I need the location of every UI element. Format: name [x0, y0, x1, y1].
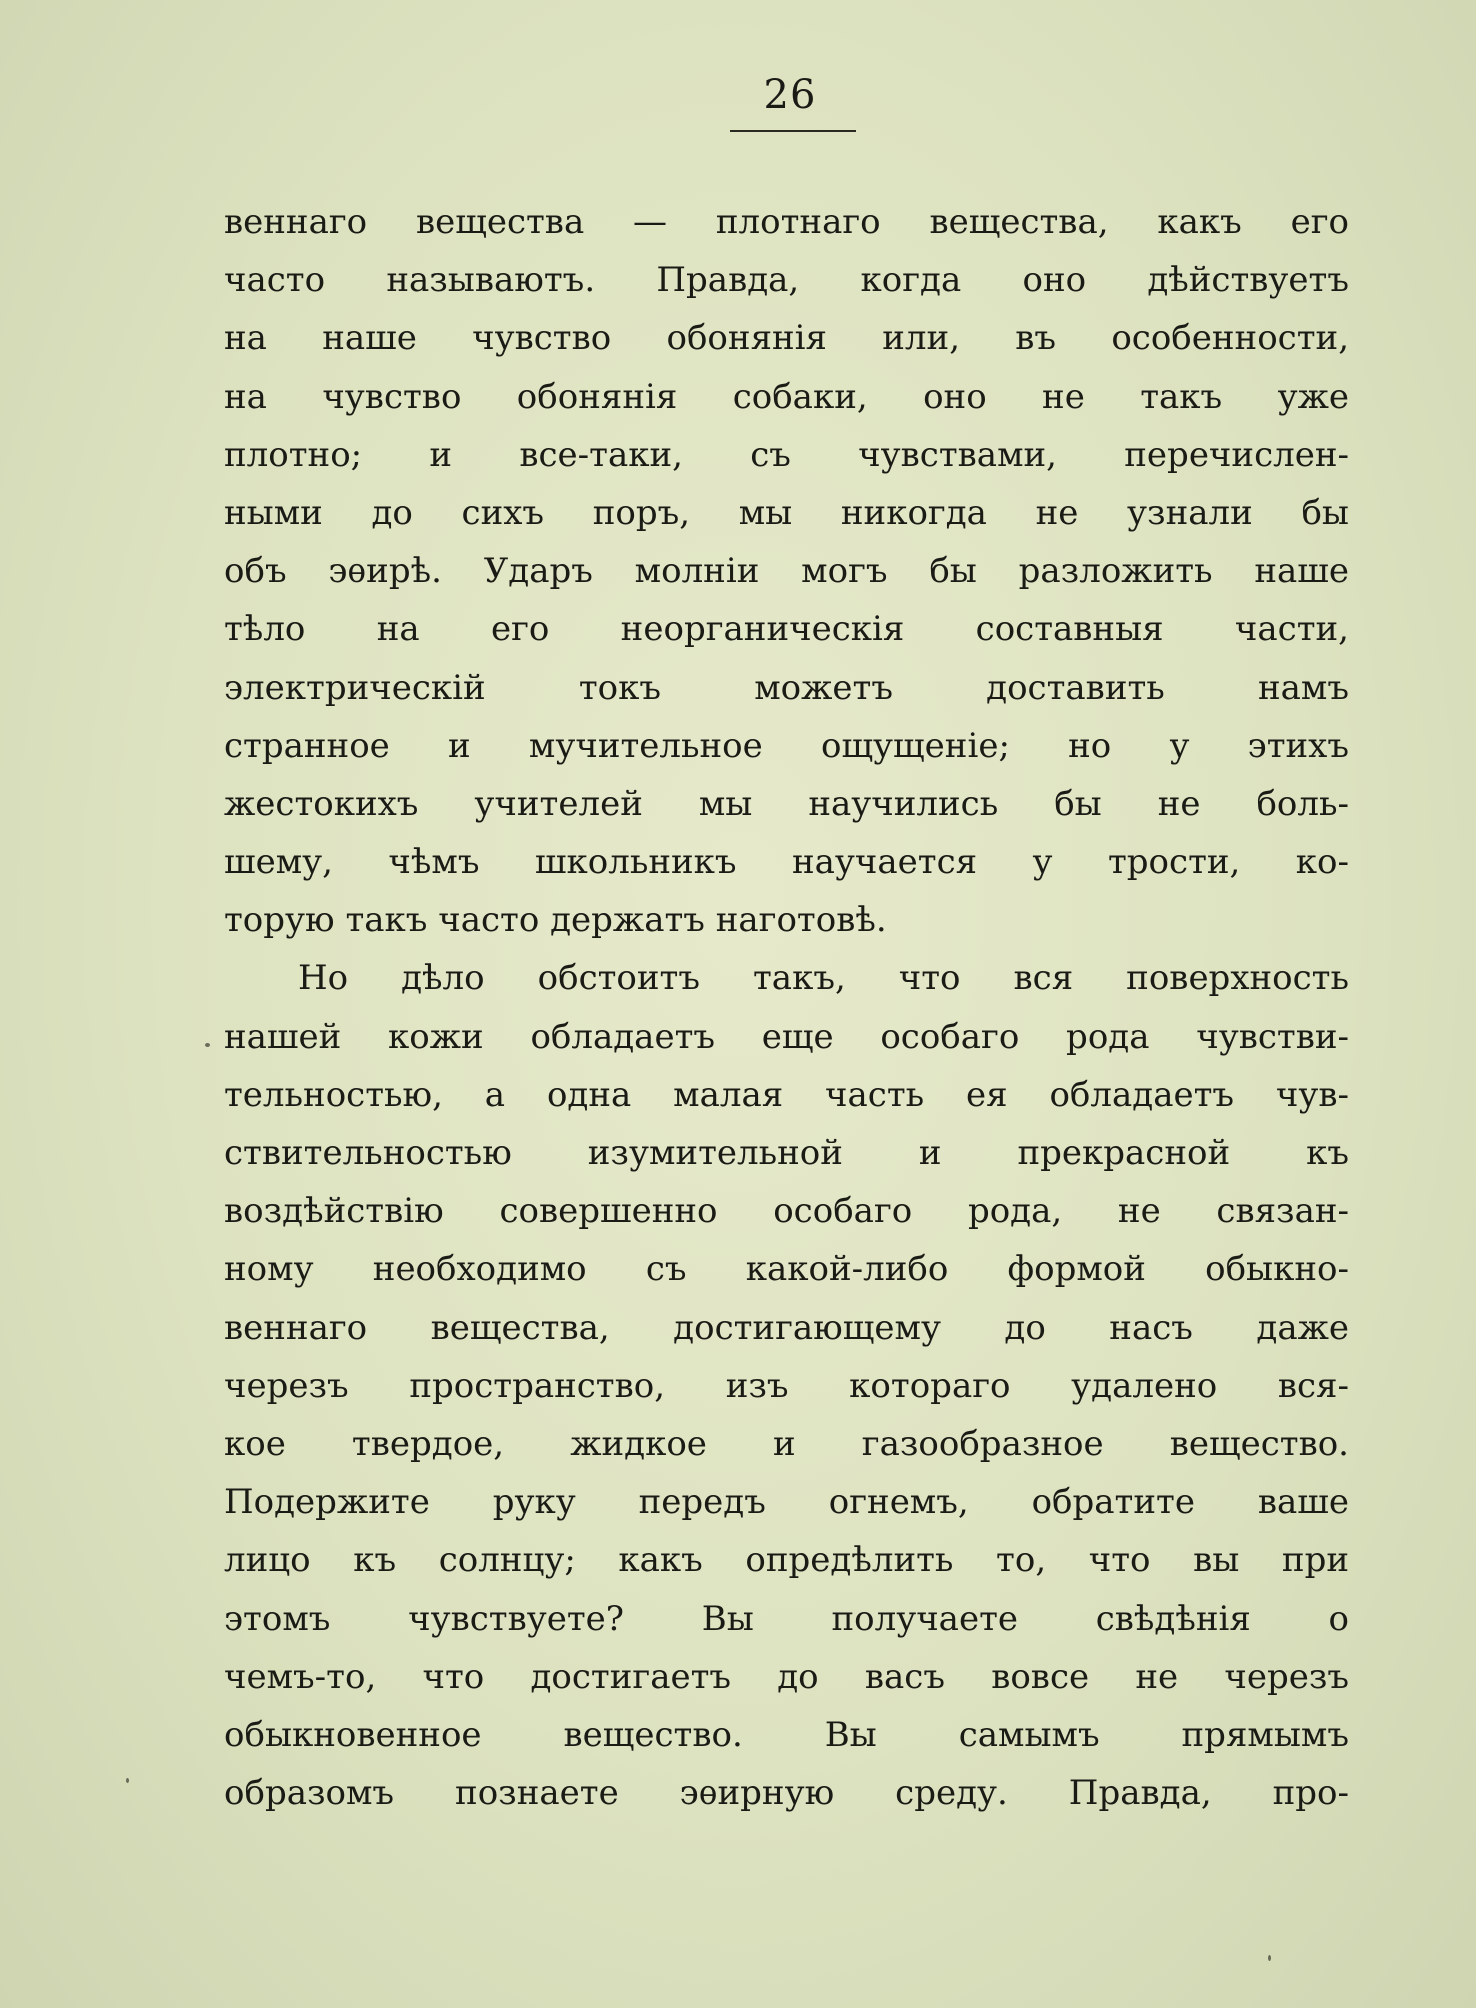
- text-line: тѣло на его неорганическія составныя части,: [224, 609, 1349, 650]
- text-line: на чувство обонянія собаки, оно не такъ уже: [224, 376, 1349, 417]
- print-speck: [126, 1778, 129, 1783]
- text-line: электрическій токъ можетъ доставить намъ: [224, 667, 1349, 708]
- text-line: веннаго вещества — плотнаго вещества, какъ его: [224, 202, 1349, 242]
- text-line: объ эѳирѣ. Ударъ молніи могъ бы разложить наше: [224, 551, 1349, 592]
- text-line: лицо къ солнцу; какъ опредѣлить то, что вы при: [224, 1540, 1349, 1581]
- text-line: торую такъ часто держатъ наготовѣ.: [224, 900, 887, 941]
- text-line: ными до сихъ поръ, мы никогда не узнали бы: [224, 492, 1349, 533]
- text-line: чемъ-то, что достигаетъ до васъ вовсе не черезъ: [224, 1656, 1349, 1697]
- text-line: жестокихъ учителей мы научились бы не боль-: [224, 783, 1349, 824]
- text-line: воздѣйствію совершенно особаго рода, не связан-: [224, 1191, 1349, 1232]
- print-speck: [205, 1043, 210, 1047]
- text-line: обыкновенное вещество. Вы самымъ прямымъ: [224, 1714, 1349, 1755]
- text-line: Но дѣло обстоитъ такъ, что вся поверхность: [298, 958, 1349, 999]
- print-speck: [1268, 1955, 1271, 1961]
- text-line: ствительностью изумительной и прекрасной къ: [224, 1133, 1349, 1173]
- text-line: кое твердое, жидкое и газообразное вещество.: [224, 1423, 1349, 1464]
- text-line: нашей кожи обладаетъ еще особаго рода чувстви-: [224, 1016, 1349, 1057]
- text-line: тельностью, а одна малая часть ея обладаетъ чув-: [224, 1074, 1349, 1115]
- text-line: шему, чѣмъ школьникъ научается у трости, ко-: [224, 842, 1349, 883]
- page-number-rule: [730, 130, 856, 132]
- text-line: Подержите руку передъ огнемъ, обратите ваше: [224, 1482, 1349, 1523]
- text-line: черезъ пространство, изъ котораго удалено вся-: [224, 1365, 1349, 1406]
- text-line: на наше чувство обонянія или, въ особенности,: [224, 318, 1349, 359]
- text-line: веннаго вещества, достигающему до насъ даже: [224, 1307, 1349, 1348]
- text-line: ному необходимо съ какой-либо формой обыкно-: [224, 1249, 1349, 1290]
- page-number: 26: [763, 72, 817, 118]
- text-line: часто называютъ. Правда, когда оно дѣйствуетъ: [224, 260, 1349, 301]
- text-line: этомъ чувствуете? Вы получаете свѣдѣнія о: [224, 1598, 1349, 1639]
- text-line: плотно; и все-таки, съ чувствами, перечислен-: [224, 434, 1349, 475]
- text-line: странное и мучительное ощущеніе; но у этихъ: [224, 725, 1349, 766]
- body-text: [224, 193, 1349, 1822]
- text-line: образомъ познаете эѳирную среду. Правда, про-: [224, 1773, 1349, 1814]
